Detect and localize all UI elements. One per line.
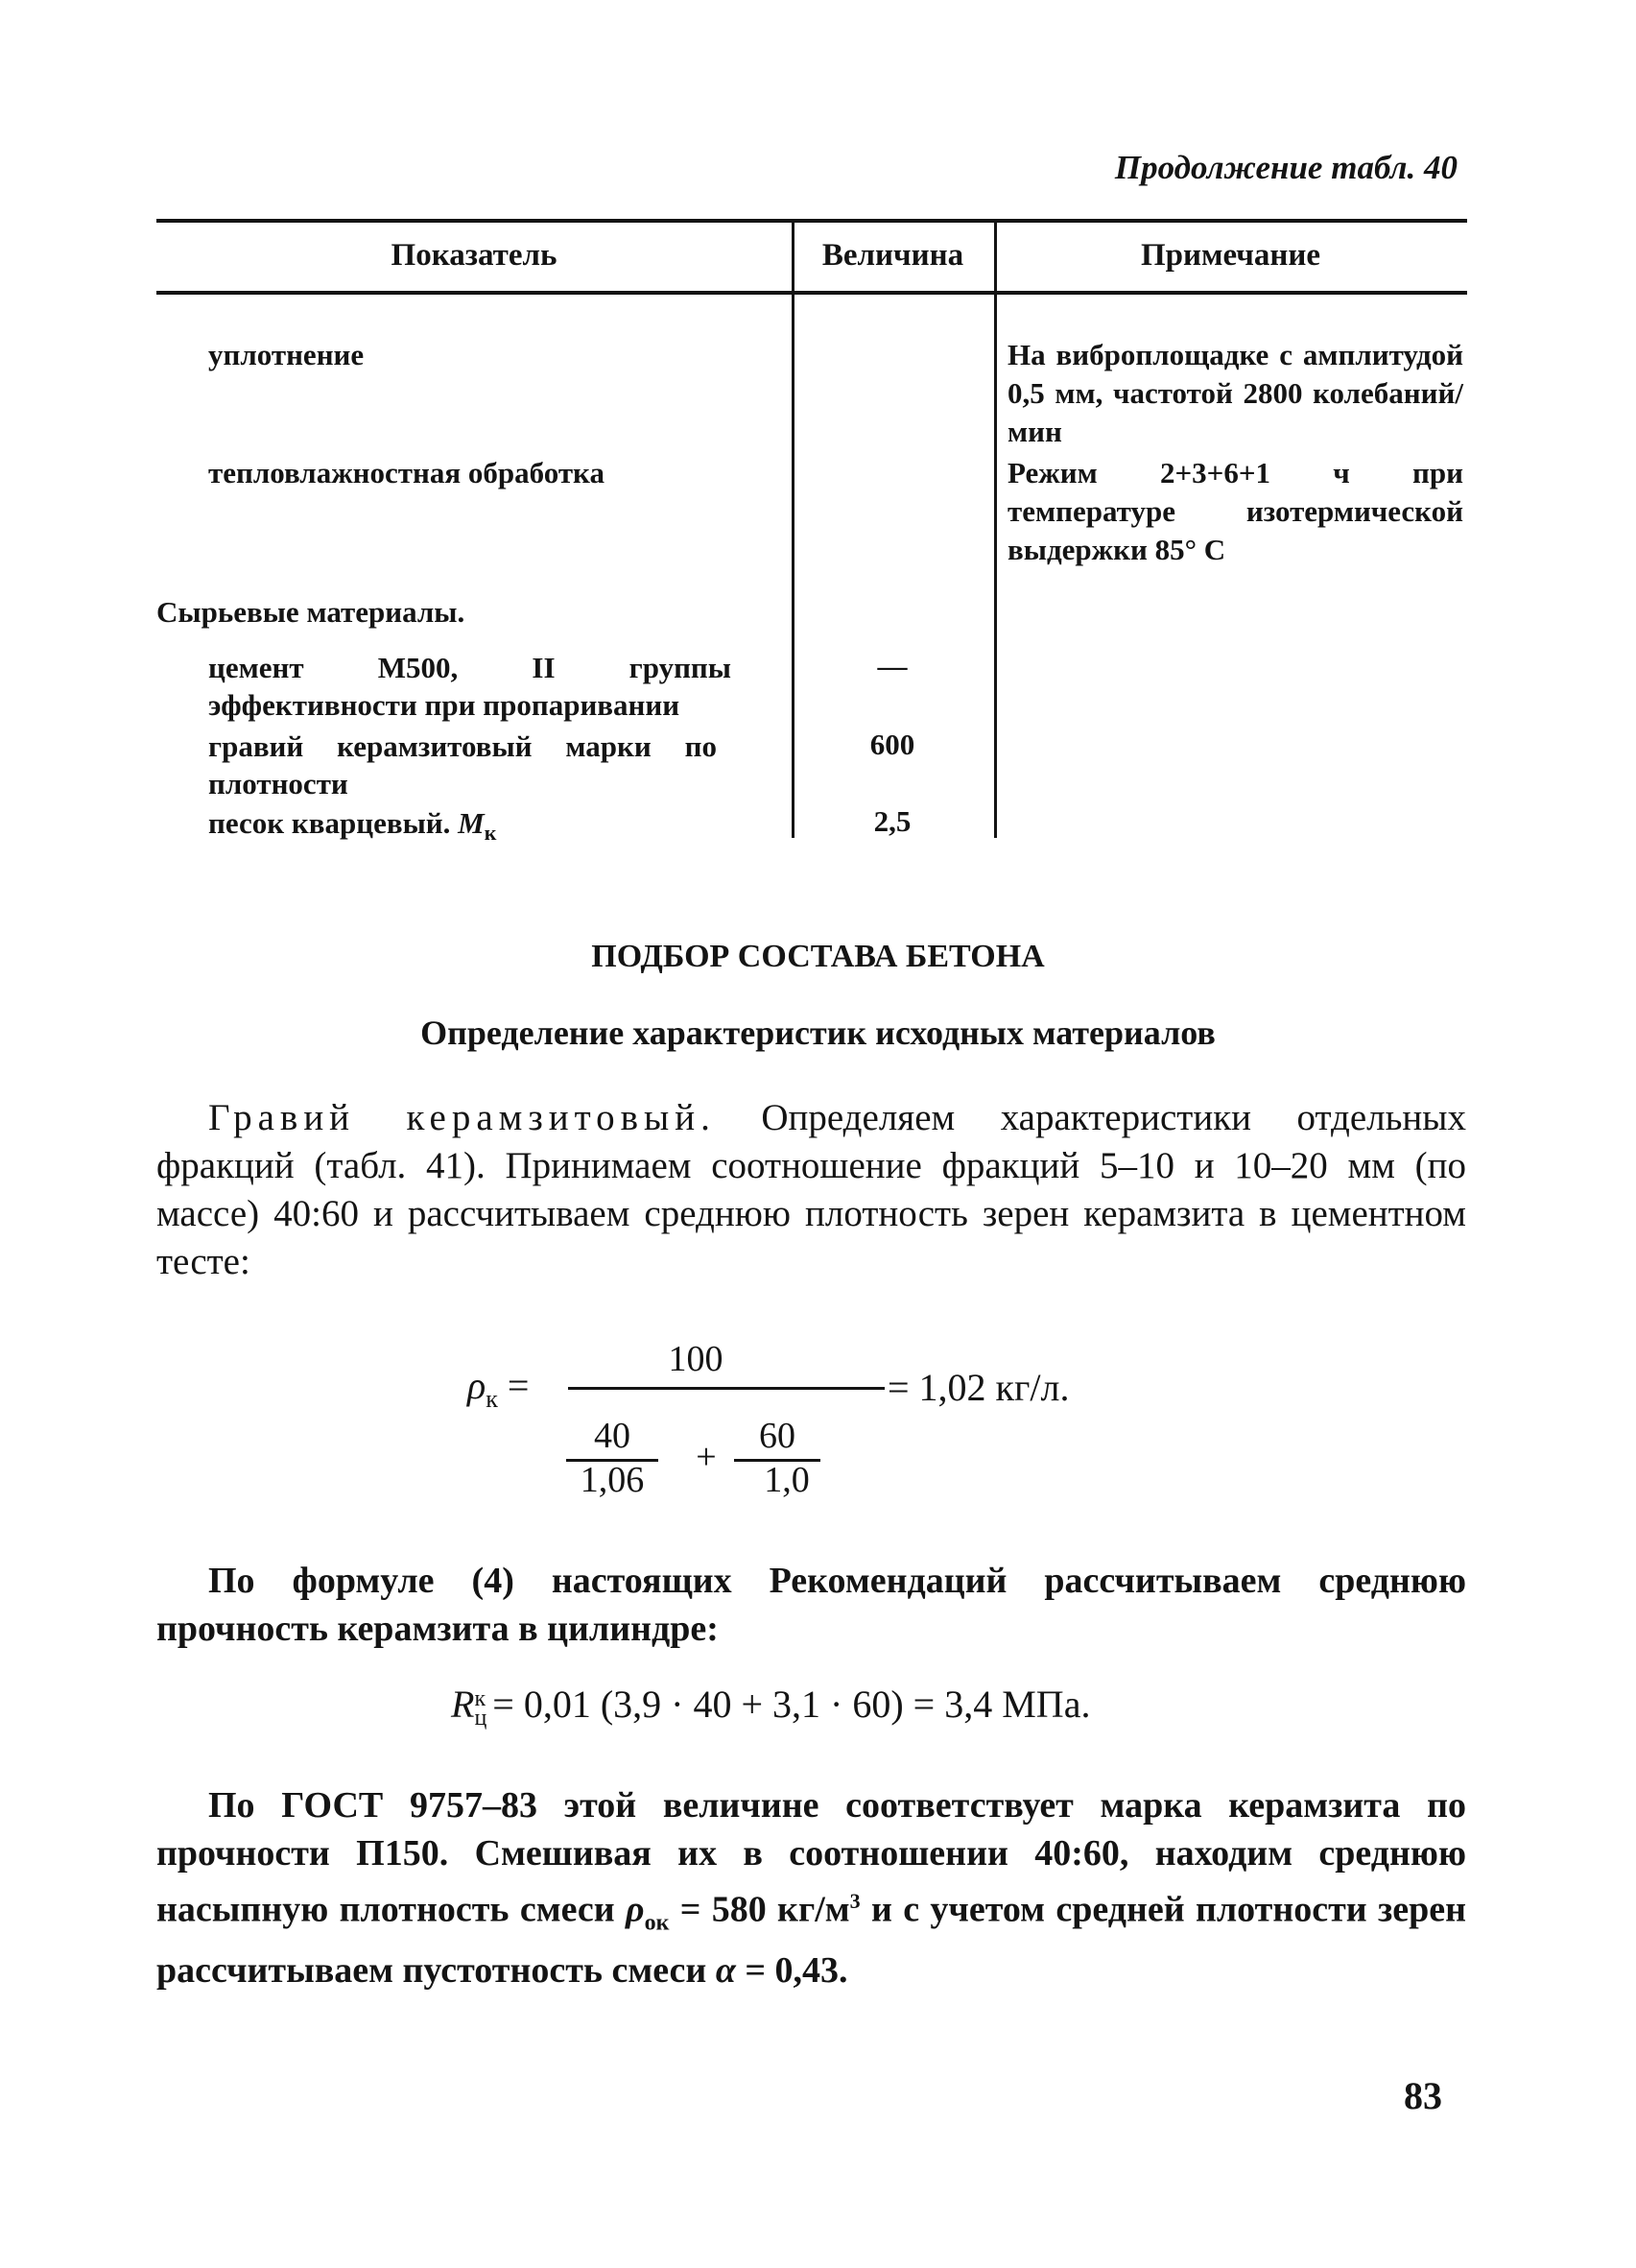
table-header-rule: [156, 291, 1467, 295]
row-heat-treatment-note: Режим 2+3+6+1 ч при температуре изотермической выдержки 85° С: [1008, 456, 1463, 566]
paragraph-voidness: [156, 1781, 1466, 1994]
paragraph-gravel: [156, 1094, 1466, 1286]
formula-density-eq: =: [507, 1364, 530, 1407]
formula-density-plus: +: [696, 1437, 717, 1477]
row-compaction-indicator: уплотнение: [208, 338, 365, 371]
paragraph-voidness-t3: и с учетом средней плотности зерен рассчитываем пустотность смеси: [156, 1889, 1467, 1992]
paragraph-voidness-alpha: α: [715, 1950, 736, 1992]
paragraph-voidness-rho-sub: ок: [644, 1910, 670, 1936]
formula-density-rho: ρ: [467, 1364, 486, 1407]
formula-density-result: = 1,02 кг/л.: [888, 1366, 1070, 1409]
page-number: 83: [1404, 2074, 1442, 2117]
row-heat-treatment-indicator: тепловлажностная обработка: [208, 456, 605, 489]
paragraph-voidness-t4: = 0,43.: [735, 1950, 848, 1992]
continuation-label: Продолжение табл. 40: [1114, 149, 1458, 186]
formula-strength-r: R: [451, 1683, 475, 1726]
formula-strength-r-sup: к: [474, 1685, 486, 1711]
row-cement-indicator: цемент М500, II группы эффективности при пропаривании: [208, 651, 731, 722]
row-compaction-note: На виброплощадке с амплитудой 0,5 мм, частотой 2800 колебаний/мин: [1008, 338, 1463, 448]
paragraph-strength: По формуле (4) настоящих Рекомендаций рассчитываем среднюю прочность керамзита в цилиндре:: [156, 1561, 1466, 1649]
paragraph-voidness-t1: По ГОСТ 9757–83 этой величине соответствует марка керамзита по прочности П150. Смешивая их в соотношении 40:60, находим среднюю насыпную плотность смеси: [156, 1785, 1466, 1930]
paragraph-voidness-t2-sup: 3: [849, 1889, 861, 1913]
row-raw-materials-heading: Сырьевые материалы.: [156, 595, 465, 629]
row-sand-indicator: [208, 804, 496, 851]
row-sand-symbol-sub: к: [484, 821, 497, 846]
table-col-divider-2: [994, 219, 997, 838]
table-header-value: Величина: [821, 238, 964, 273]
formula-density-numerator: 100: [668, 1339, 723, 1379]
formula-density-f2-num: 60: [759, 1416, 795, 1456]
table-header-indicator: Показатель: [391, 238, 557, 273]
formula-strength-rhs: = 0,01 (3,9 · 40 + 3,1 · 60) = 3,4 МПа.: [492, 1683, 1091, 1726]
row-gravel-indicator: гравий керамзитовый марки по плотности: [208, 729, 717, 800]
paragraph-voidness-t2: = 580 кг/м: [669, 1889, 850, 1930]
row-sand-symbol: M: [458, 806, 485, 840]
formula-density-f2-den: 1,0: [764, 1460, 810, 1500]
formula-density-rho-sub: к: [486, 1385, 498, 1413]
formula-density-lhs: [467, 1363, 529, 1414]
row-cement-value: —: [877, 649, 908, 682]
section-title: ПОДБОР СОСТАВА БЕТОНА: [591, 939, 1045, 974]
paragraph-gravel-lead: Гравий керамзитовый.: [208, 1097, 716, 1138]
row-sand-value: 2,5: [873, 804, 912, 838]
formula-strength-r-sub: ц: [474, 1705, 487, 1731]
paragraph-voidness-rho: ρ: [626, 1889, 645, 1930]
formula-density-f1-den: 1,06: [580, 1460, 645, 1500]
row-gravel-value: 600: [869, 728, 915, 761]
formula-density-main-bar: [568, 1387, 885, 1390]
subsection-title: Определение характеристик исходных материалов: [420, 1014, 1216, 1052]
table-top-rule: [156, 219, 1467, 223]
row-sand-text: песок кварцевый.: [208, 806, 451, 840]
formula-strength: [451, 1682, 1091, 1731]
paragraph-gravel-text: Определяем характеристики отдельных фракций (табл. 41). Принимаем соотношение фракций 5–10 и 10–20 мм (по массе) 40:60 и рассчитываем среднюю плотность зерен керамзита в цементном тесте:: [156, 1097, 1466, 1282]
formula-density-f1-num: 40: [594, 1416, 630, 1456]
table-header-note: Примечание: [1140, 238, 1321, 273]
